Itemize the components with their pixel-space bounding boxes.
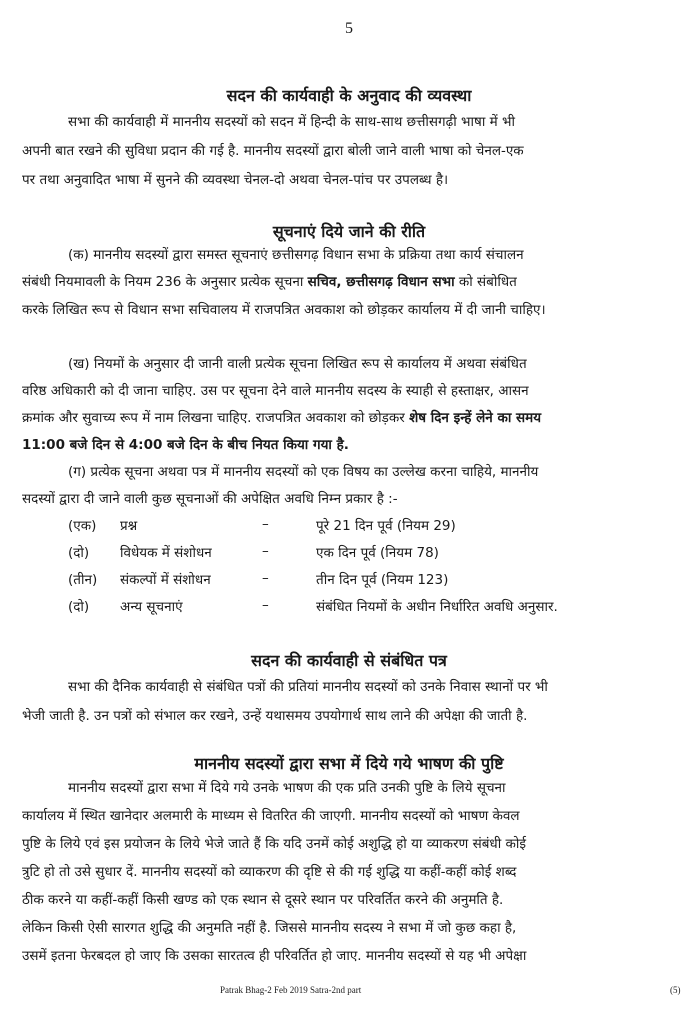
list-item-label: संकल्पों में संशोधन [120, 572, 211, 588]
paragraph-line: (ग) प्रत्येक सूचना अथवा पत्र में माननीय सदस्यों को एक विषय का उल्लेख करना चाहिये, माननीय [68, 464, 539, 480]
list-number: (दो) [68, 599, 90, 615]
paragraph-line: क्रमांक और सुवाच्य रूप में नाम लिखना चाहिए. राजपत्रित अवकाश को छोड़कर शेष दिन इन्हें लेने का समय [22, 410, 542, 426]
paragraph-line: 11:00 बजे दिन से 4:00 बजे दिन के बीच नियत किया गया है. [22, 437, 349, 453]
section-heading-translation: सदन की कार्यवाही के अनुवाद की व्यवस्था [226, 86, 472, 105]
paragraph-line: सदस्यों द्वारा दी जाने वाली कुछ सूचनाओं की अपेक्षित अवधि निम्न प्रकार है :- [22, 491, 398, 507]
paragraph-line: उसमें इतना फेरबदल हो जाए कि उसका सारतत्व ही परिवर्तित हो जाए. माननीय सदस्यों से यह भी अपेक्षा [22, 948, 527, 964]
footer-text: Patrak Bhag-2 Feb 2019 Satra-2nd part [220, 985, 362, 995]
paragraph-line: माननीय सदस्यों द्वारा सभा में दिये गये उनके भाषण की एक प्रति उनकी पुष्टि के लिये सूचना [68, 780, 506, 796]
paragraph-line: (क) माननीय सदस्यों द्वारा समस्त सूचनाएं छत्तीसगढ़ विधान सभा के प्रक्रिया तथा कार्य संचालन [68, 247, 524, 263]
footer-page-number: (5) [670, 985, 681, 995]
paragraph-line: अपनी बात रखने की सुविधा प्रदान की गई है. माननीय सदस्यों द्वारा बोली जाने वाली भाषा को चेनल-एक [22, 143, 524, 159]
section-heading-notices: सूचनाएं दिये जाने की रीति [272, 222, 426, 241]
list-number: (तीन) [68, 572, 98, 588]
paragraph-line: संबंधी नियमावली के नियम 236 के अनुसार प्रत्येक सूचना सचिव, छत्तीसगढ़ विधान सभा को संबोधित [22, 274, 517, 290]
paragraph-line: त्रुटि हो तो उसे सुधार दें. माननीय सदस्यों को व्याकरण की दृष्टि से की गई शुद्धि या कहीं-कहीं कोई शब्द [22, 864, 517, 880]
list-number: (एक) [68, 518, 97, 534]
page-number: 5 [345, 20, 353, 37]
list-number: (दो) [68, 545, 90, 561]
paragraph-line: सभा की दैनिक कार्यवाही से संबंधित पत्रों की प्रतियां माननीय सदस्यों को उनके निवास स्थानों पर भी [68, 679, 548, 695]
list-item-period: एक दिन पूर्व (नियम 78) [316, 545, 439, 561]
list-item-period: तीन दिन पूर्व (नियम 123) [316, 572, 449, 588]
list-item-label: प्रश्न [120, 518, 138, 534]
list-item-label: विधेयक में संशोधन [120, 545, 212, 561]
paragraph-line: सभा की कार्यवाही में माननीय सदस्यों को सदन में हिन्दी के साथ-साथ छत्तीसगढ़ी भाषा में भी [68, 114, 515, 130]
paragraph-line: करके लिखित रूप से विधान सभा सचिवालय में राजपत्रित अवकाश को छोड़कर कार्यालय में दी जानी चाहिए। [22, 302, 546, 318]
section-heading-speech-confirmation: माननीय सदस्यों द्वारा सभा में दिये गये भाषण की पुष्टि [194, 754, 504, 773]
paragraph-line: पर तथा अनुवादित भाषा में सुनने की व्यवस्था चेनल-दो अथवा चेनल-पांच पर उपलब्ध है। [22, 172, 449, 188]
list-item-label: अन्य सूचनाएं [120, 599, 183, 615]
list-dash: – [262, 570, 269, 586]
paragraph-line: लेकिन किसी ऐसी सारगत शुद्धि की अनुमति नहीं है. जिससे माननीय सदस्य ने सभा में जो कुछ कहा है, [22, 920, 517, 936]
section-heading-proceedings-papers: सदन की कार्यवाही से संबंधित पत्र [251, 651, 447, 670]
paragraph-line: कार्यालय में स्थित खानेदार अलमारी के माध्यम से वितरित की जाएगी. माननीय सदस्यों को भाषण केवल [22, 808, 520, 824]
list-dash: – [262, 543, 269, 559]
paragraph-line: ठीक करने या कहीं-कहीं किसी खण्ड को एक स्थान से दूसरे स्थान पर परिवर्तित करने की अनुमति है. [22, 892, 504, 908]
list-item-period: संबंधित नियमों के अधीन निर्धारित अवधि अनुसार. [316, 599, 558, 615]
list-dash: – [262, 597, 269, 613]
paragraph-line: पुष्टि के लिये एवं इस प्रयोजन के लिये भेजे जाते हैं कि यदि उनमें कोई अशुद्धि हो या व्याकरण संबंधी कोई [22, 836, 527, 852]
paragraph-line: (ख) नियमों के अनुसार दी जानी वाली प्रत्येक सूचना लिखित रूप से कार्यालय में अथवा संबंधित [68, 356, 527, 372]
paragraph-line: भेजी जाती है. उन पत्रों को संभाल कर रखने, उन्हें यथासमय उपयोगार्थ साथ लाने की अपेक्षा की जाती है. [22, 708, 528, 724]
list-dash: – [262, 516, 269, 532]
list-item-period: पूरे 21 दिन पूर्व (नियम 29) [316, 518, 456, 534]
paragraph-line: वरिष्ठ अधिकारी को दी जाना चाहिए. उस पर सूचना देने वाले माननीय सदस्य के स्याही से हस्ताक्षर, आसन [22, 383, 529, 399]
